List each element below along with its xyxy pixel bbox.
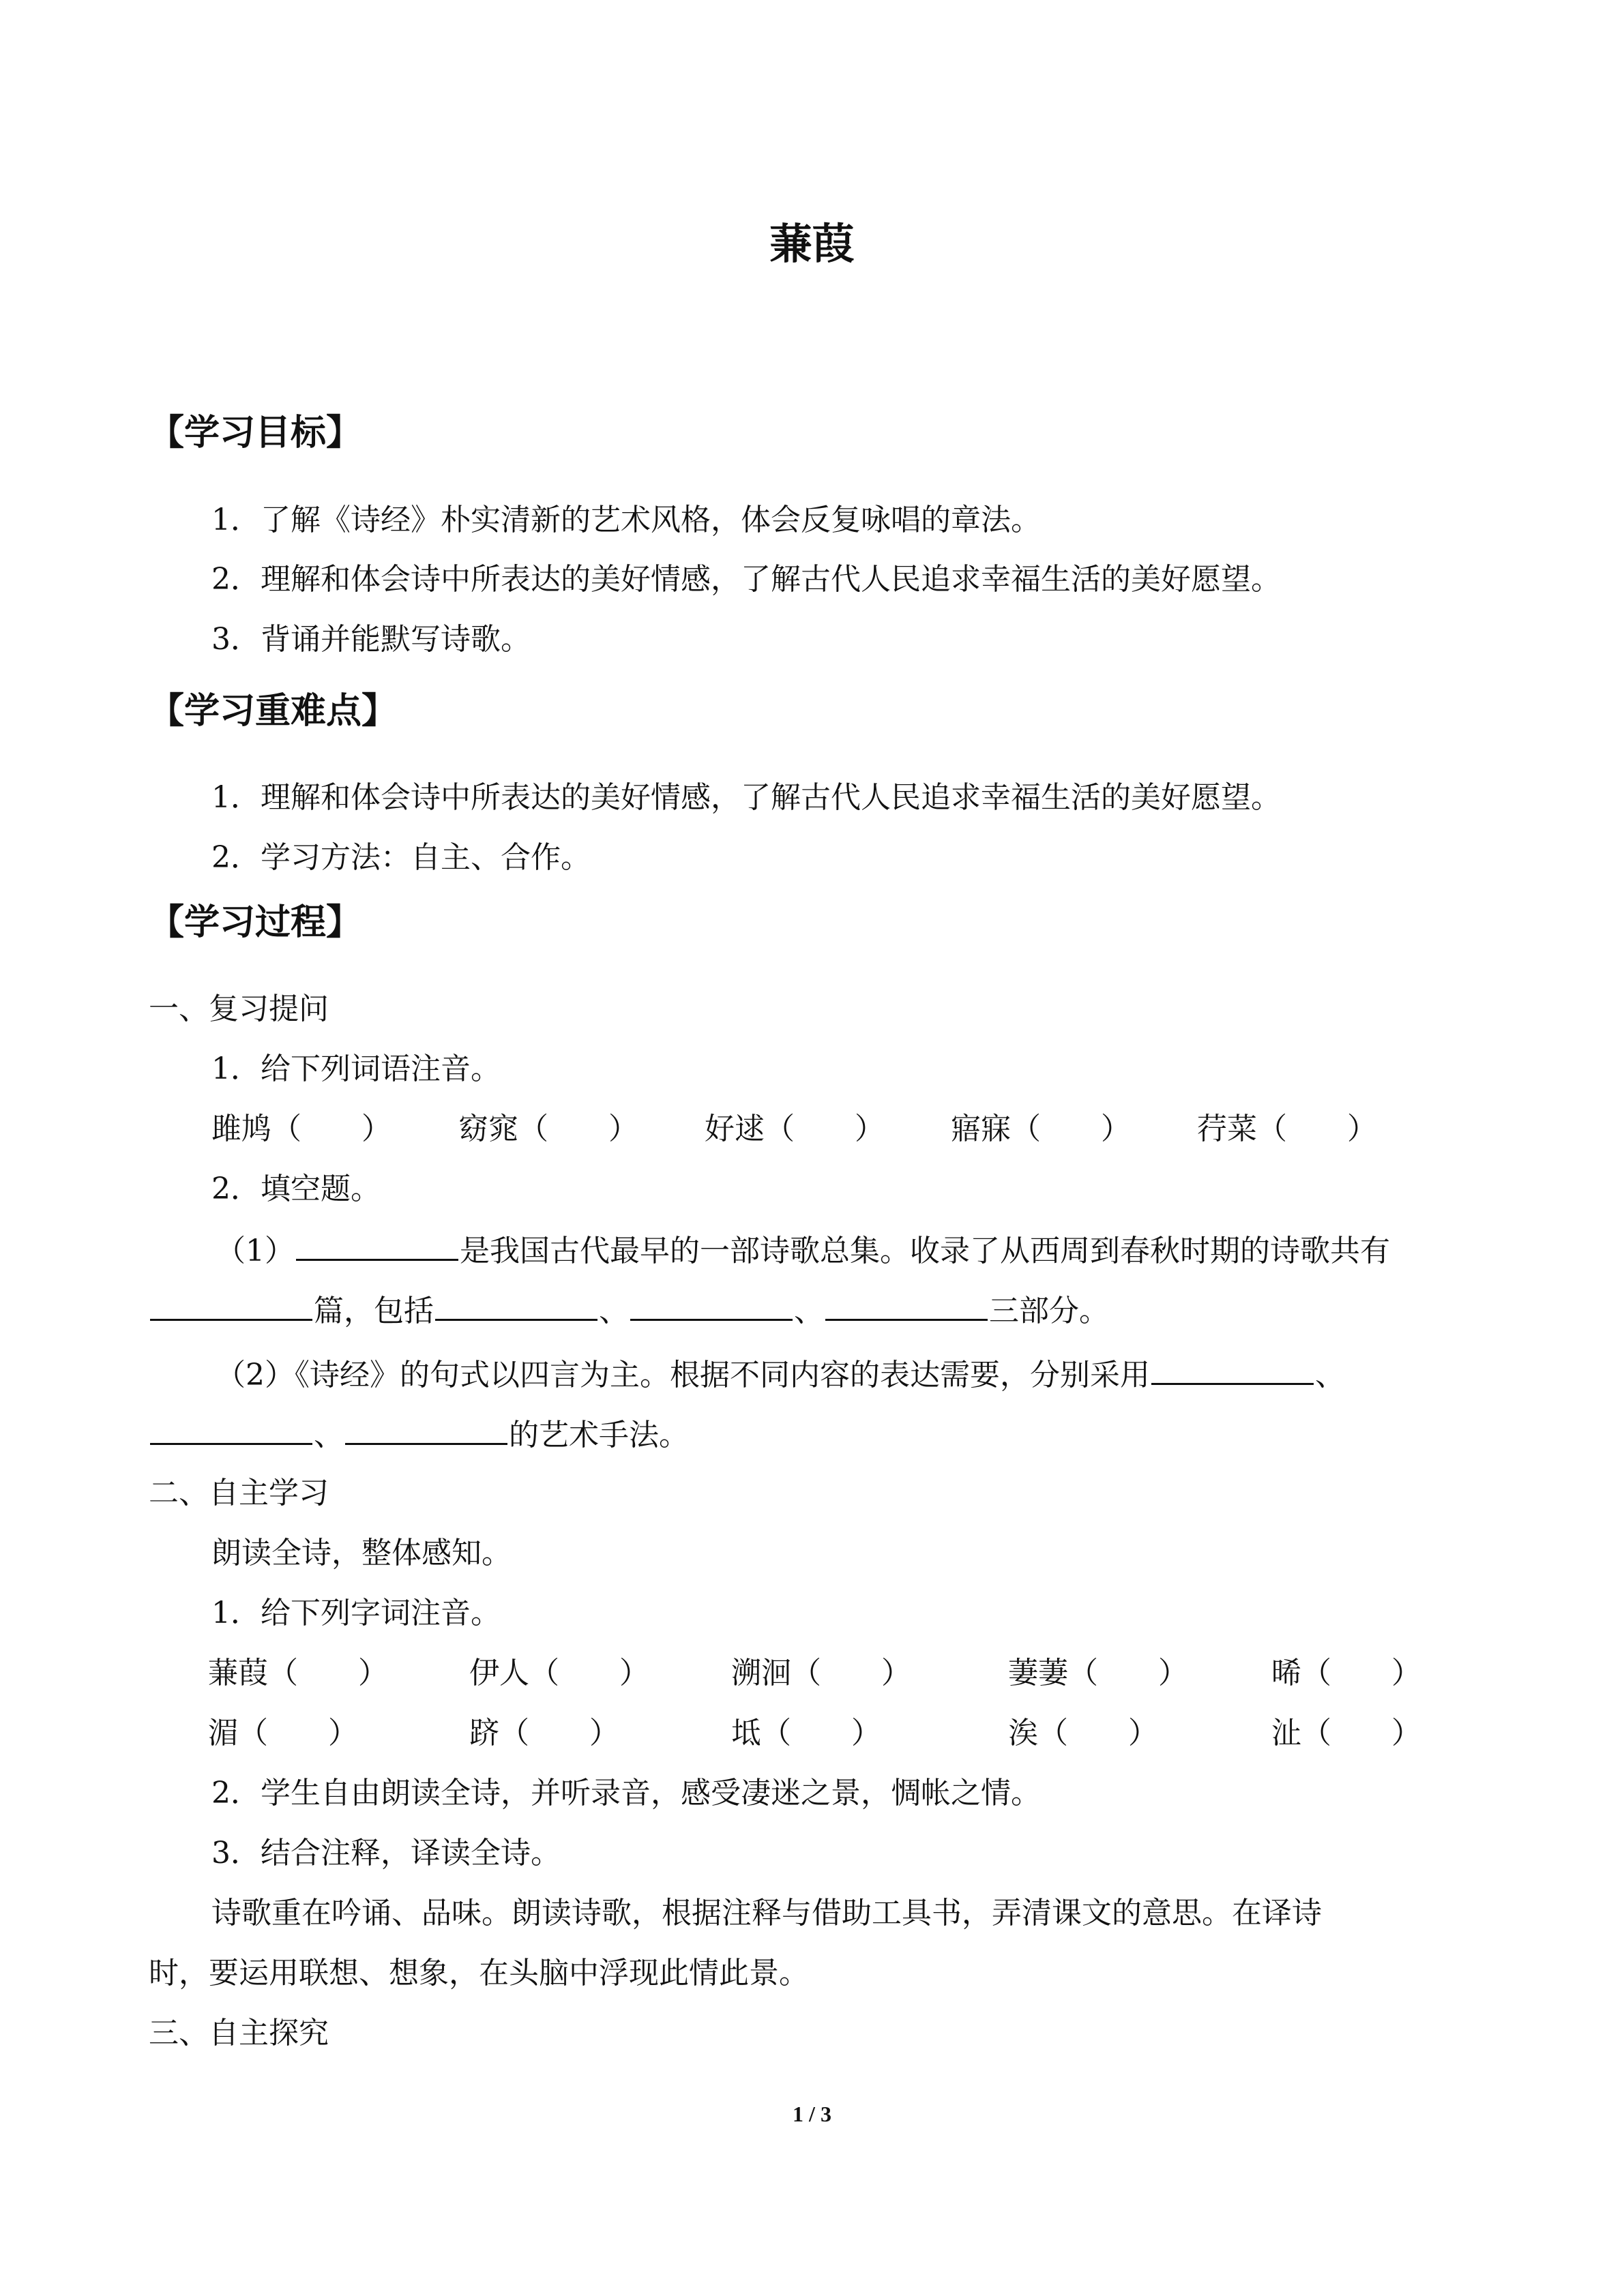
separator: 、 bbox=[599, 1294, 629, 1328]
goal-item-2: 2．理解和体会诗中所表达的美好情感，了解古代人民追求幸福生活的美好愿望。 bbox=[211, 562, 1281, 597]
heading-keypoints: 【学习重难点】 bbox=[149, 691, 398, 732]
separator: 、 bbox=[314, 1418, 344, 1452]
answer-blank[interactable] bbox=[630, 1289, 793, 1321]
page-title: 蒹葭 bbox=[769, 219, 855, 269]
page-number: 1 / 3 bbox=[793, 2102, 831, 2126]
section2-title: 二、自主学习 bbox=[149, 1476, 329, 1510]
answer-blank[interactable] bbox=[150, 1289, 312, 1321]
fill-line-3 bbox=[216, 1353, 1345, 1396]
word-item: 湄（ ） bbox=[208, 1716, 358, 1750]
fill1-text-a: 是我国古代最早的一部诗歌总集。收录了从西周到春秋时期的诗歌共有 bbox=[460, 1234, 1390, 1268]
section2-q2: 2．学生自由朗读全诗，并听录音，感受凄迷之景，惆帐之情。 bbox=[211, 1776, 1041, 1810]
word-item: 萋萋（ ） bbox=[1008, 1656, 1188, 1690]
fill2-text-b: 的艺术手法。 bbox=[509, 1418, 689, 1452]
answer-blank[interactable] bbox=[825, 1289, 988, 1321]
fill-line-2 bbox=[149, 1289, 1109, 1332]
goal-item-3: 3．背诵并能默写诗歌。 bbox=[211, 622, 531, 657]
section3-title: 三、自主探究 bbox=[149, 2016, 329, 2051]
fill-line-4 bbox=[149, 1413, 689, 1456]
word-item: 涘（ ） bbox=[1008, 1716, 1158, 1750]
answer-blank[interactable] bbox=[296, 1229, 458, 1261]
fill1-prefix: （1） bbox=[216, 1234, 295, 1268]
fill2-text-a: （2）《诗经》的句式以四言为主。根据不同内容的表达需要，分别采用 bbox=[216, 1358, 1150, 1392]
section2-intro: 朗读全诗，整体感知。 bbox=[211, 1536, 512, 1570]
section1-title: 一、复习提问 bbox=[149, 992, 329, 1026]
fill1-text-b: 篇，包括 bbox=[314, 1294, 434, 1328]
heading-process: 【学习过程】 bbox=[149, 902, 362, 943]
goal-item-1: 1．了解《诗经》朴实清新的艺术风格，体会反复咏唱的章法。 bbox=[211, 503, 1041, 537]
word-item: 溯洄（ ） bbox=[731, 1656, 911, 1690]
word-item: 蒹葭（ ） bbox=[208, 1656, 388, 1690]
section2-paragraph-line2: 时，要运用联想、想象，在头脑中浮现此情此景。 bbox=[149, 1956, 809, 1991]
keypoint-item-1: 1．理解和体会诗中所表达的美好情感，了解古代人民追求幸福生活的美好愿望。 bbox=[211, 780, 1281, 815]
answer-blank[interactable] bbox=[1151, 1353, 1314, 1385]
fill1-text-c: 三部分。 bbox=[989, 1294, 1109, 1328]
heading-goals: 【学习目标】 bbox=[149, 413, 362, 453]
section1-q2: 2．填空题。 bbox=[211, 1172, 381, 1206]
separator: 、 bbox=[794, 1294, 824, 1328]
section2-q1: 1．给下列字词注音。 bbox=[211, 1596, 501, 1630]
section1-q1: 1．给下列词语注音。 bbox=[211, 1052, 501, 1086]
separator: 、 bbox=[1315, 1358, 1345, 1392]
word-item: 晞（ ） bbox=[1271, 1656, 1421, 1690]
word-item: 寤寐（ ） bbox=[951, 1112, 1131, 1146]
word-item: 跻（ ） bbox=[469, 1716, 619, 1750]
section2-q3: 3．结合注释，译读全诗。 bbox=[211, 1836, 561, 1870]
answer-blank[interactable] bbox=[435, 1289, 597, 1321]
word-item: 沚（ ） bbox=[1271, 1716, 1421, 1750]
answer-blank[interactable] bbox=[345, 1413, 507, 1445]
word-item: 坻（ ） bbox=[731, 1716, 881, 1750]
word-item: 伊人（ ） bbox=[469, 1656, 649, 1690]
keypoint-item-2: 2．学习方法：自主、合作。 bbox=[211, 840, 591, 875]
word-item: 窈窕（ ） bbox=[458, 1112, 638, 1146]
word-item: 好逑（ ） bbox=[705, 1112, 885, 1146]
answer-blank[interactable] bbox=[150, 1413, 312, 1445]
section2-paragraph-line1: 诗歌重在吟诵、品味。朗读诗歌，根据注释与借助工具书，弄清课文的意思。在译诗 bbox=[211, 1896, 1322, 1930]
word-item: 雎鸠（ ） bbox=[211, 1112, 392, 1146]
fill-line-1 bbox=[216, 1229, 1390, 1272]
word-item: 荇菜（ ） bbox=[1197, 1112, 1377, 1146]
